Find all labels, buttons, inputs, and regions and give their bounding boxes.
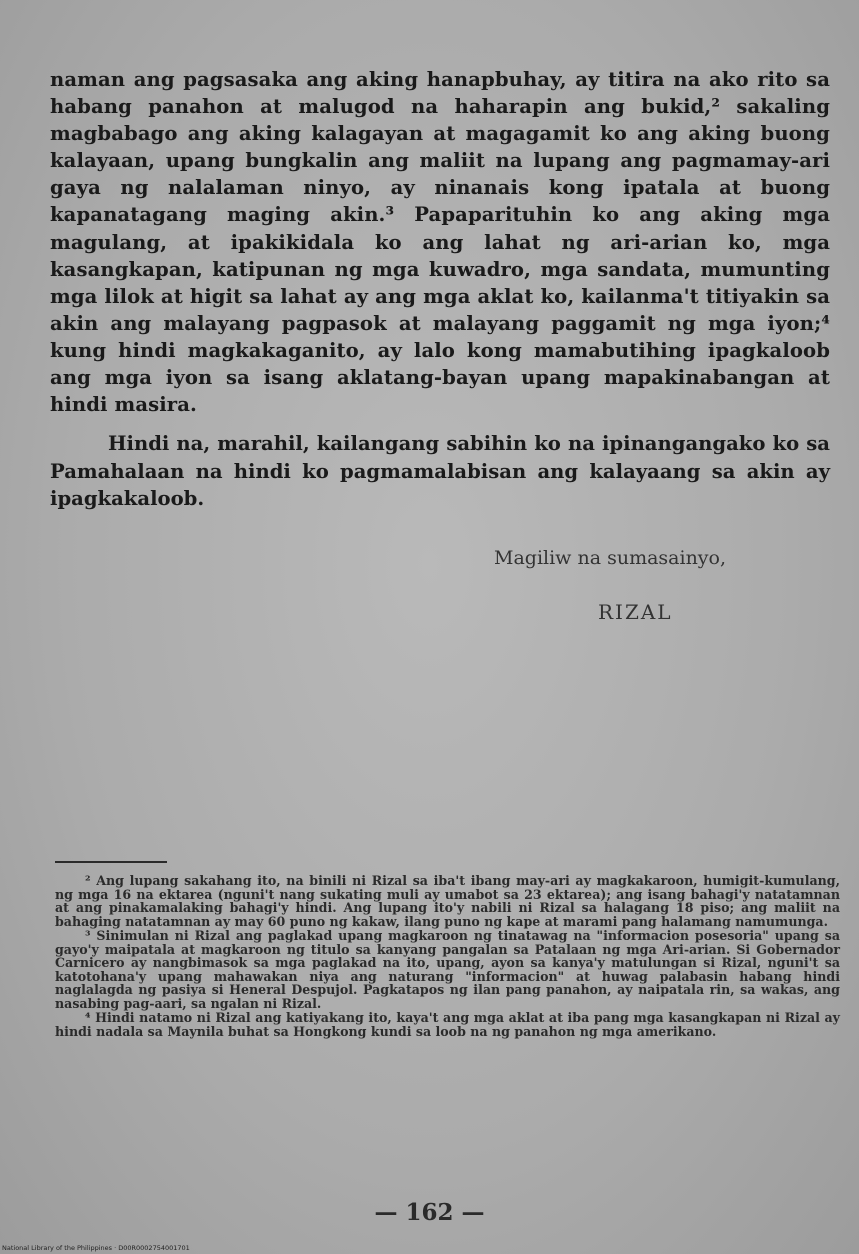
footnote-2: ² Ang lupang sakahang ito, na binili ni Rizal sa iba't ibang may-ari ay magkakaroon, humigit-kumulang, ng mga 16 na ektarea (nguni't nang sukating muli ay umabot sa 23 ektarea); ang isang bahagi'y natatamnan at ang pinakamalaking bahagi'y hindi. Ang lupang ito'y nabili ni Rizal sa halagang 18 piso; ang maliit na bahaging natatamnan ay may 60 puno ng kakaw, ilang puno ng kape at marami pang halamang namumunga. (55, 873, 840, 929)
letter-paragraph-2: Hindi na, marahil, kailangang sabihin ko na ipinangangako ko sa Pamahalaan na hindi ko pagmamalabisan ang kalayaang sa akin ay ipagkakaloob. (50, 432, 830, 510)
letter-closing: Magiliw na sumasainyo, (494, 547, 727, 569)
footnote-4: ⁴ Hindi natamo ni Rizal ang katiyakang ito, kaya't ang mga aklat at iba pang mga kasangkapan ni Rizal ay hindi nadala sa Maynila buhat sa Hongkong kundi sa loob na ng panahon ng mga amerikano. (55, 1010, 840, 1039)
scan-credit-line: National Library of the Philippines · D00R0002754001701 (2, 1244, 190, 1252)
footnotes (55, 874, 840, 1039)
footnote-divider (55, 861, 167, 863)
letter-paragraph-1: naman ang pagsasaka ang aking hanapbuhay, ay titira na ako rito sa habang panahon at malugod na haharapin ang bukid,² sakaling magbabago ang aking kalagayan at magagamit ko ang aking buong kalayaan, upang bungkalin ang maliit na lupang ang pagmamay-ari gaya ng nalalaman ninyo, ay ninanais kong ipatala at buong kapanatagang maging akin.³ Papaparituhin ko ang aking mga magulang, at ipakikidala ko ang lahat ng ari-arian ko, mga kasangkapan, katipunan ng mga kuwadro, mga sandata, mumunting mga lilok at higit sa lahat ay ang mga aklat ko, kailanma't titiyakin sa akin ang malayang pagpasok at malayang paggamit ng mga iyon;⁴ kung hindi magkakaganito, ay lalo kong mamabutihing ipagkaloob ang mga iyon sa isang aklatang-bayan upang mapakinabangan at hindi masira. (50, 68, 830, 417)
footnote-3: ³ Sinimulan ni Rizal ang paglakad upang magkaroon ng tinatawag na "informacion posesoria" upang sa gayo'y maipatala at magkaroon ng titulo sa kanyang pangalan sa Patalaan ng mga Ari-arian. Si Gobernador Carnicero ay nangbimasok sa mga paglakad na ito, upang, ayon sa kanya'y matulungan si Rizal, nguni't sa katotohana'y upang mahawakan niya ang naturang "informacion" at huwag palabasin habang hindi naglalagda ng pasiya si Heneral Despujol. Pagkatapos ng ilan pang panahon, ay naipatala rin, sa wakas, ang nasabing pag-aari, sa ngalan ni Rizal. (55, 928, 840, 1011)
letter-signature: RIZAL (598, 600, 673, 624)
page-number: — 162 — (374, 1199, 485, 1226)
